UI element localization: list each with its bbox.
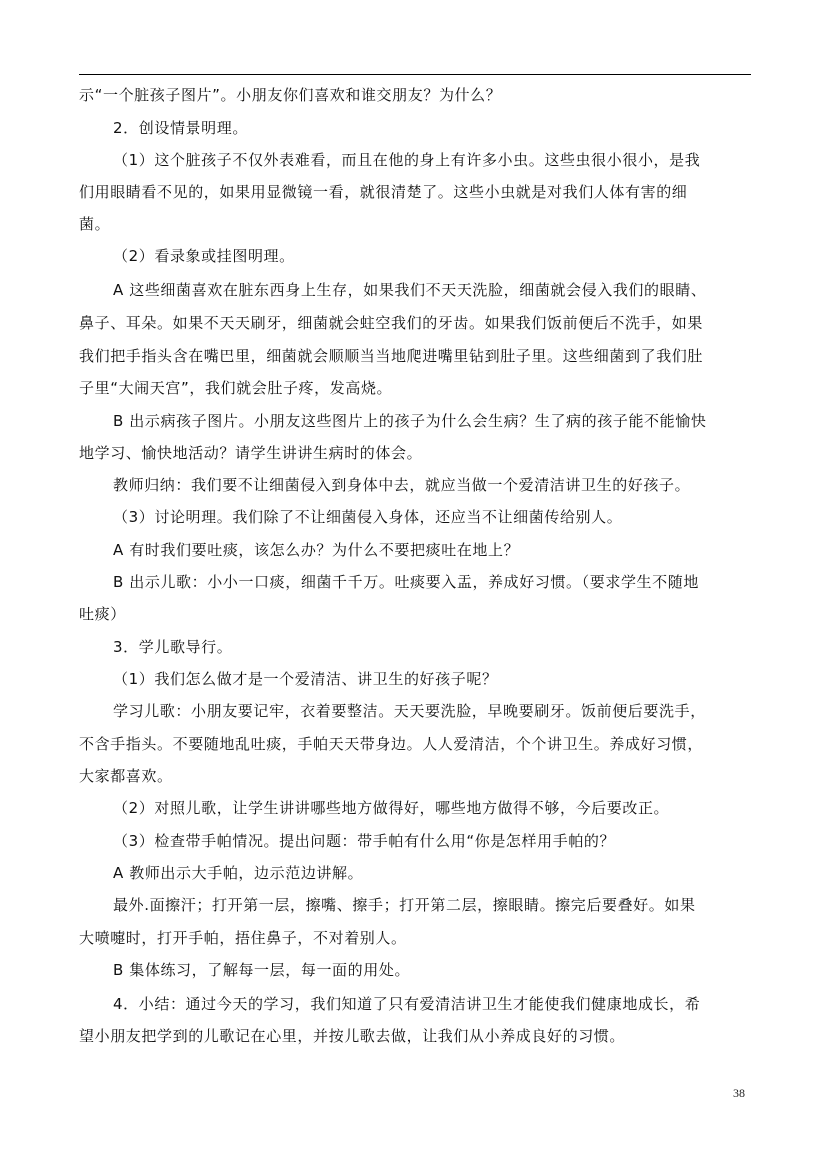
text-line: B 出示儿歌：小小一口痰，细菌千千万。吐痰要入盂，养成好习惯。（要求学生不随地	[113, 573, 699, 591]
text-line: 不含手指头。不要随地乱吐痰，手帕天天带身边。人人爱清洁，个个讲卫生。养成好习惯，	[79, 735, 704, 753]
text-line: B 集体练习，了解每一层，每一面的用处。	[113, 961, 411, 979]
page-number: 38	[733, 1086, 745, 1100]
text-line: 鼻子、耳朵。如果不天天刷牙，细菌就会蛀空我们的牙齿。如果我们饭前便后不洗手，如果	[79, 314, 704, 332]
text-line: （2）对照儿歌，让学生讲讲哪些地方做得好，哪些地方做得不够，今后要改正。	[113, 799, 670, 817]
text-line: （3）检查带手帕情况。提出问题：带手帕有什么用“你是怎样用手帕的？	[113, 832, 616, 850]
text-line: 教师归纳：我们要不让细菌侵入到身体中去，就应当做一个爱清洁讲卫生的好孩子。	[113, 476, 691, 494]
text-line: A 这些细菌喜欢在脏东西身上生存，如果我们不天天洗脸，细菌就会侵入我们的眼睛、	[113, 281, 707, 299]
text-line: 们用眼睛看不见的，如果用显微镜一看，就很清楚了。这些小虫就是对我们人体有害的细	[79, 183, 688, 201]
text-line: 学习儿歌：小朋友要记牢，衣着要整洁。天天要洗脸，早晚要刷牙。饭前便后要洗手，	[113, 702, 706, 720]
text-line: 菌。	[79, 215, 111, 233]
text-line: （3）讨论明理。我们除了不让细菌侵入身体，还应当不让细菌传给别人。	[113, 508, 623, 526]
text-line: A 教师出示大手帕，边示范边讲解。	[113, 864, 364, 882]
text-line: （1）这个脏孩子不仅外表难看，而且在他的身上有许多小虫。这些虫很小很小，是我	[113, 151, 701, 169]
text-line: （2）看录象或挂图明理。	[113, 247, 295, 265]
text-line: 3．学儿歌导行。	[113, 638, 233, 656]
header-rule	[79, 74, 751, 75]
text-line: 我们把手指头含在嘴巴里，细菌就会顺顺当当地爬进嘴里钻到肚子里。这些细菌到了我们肚	[79, 347, 704, 365]
text-line: 2．创设情景明理。	[113, 119, 248, 137]
text-line: 地学习、愉快地活动？请学生讲讲生病时的体会。	[79, 444, 423, 462]
text-line: 子里“大闹天宫”，我们就会肚子疼，发高烧。	[79, 379, 393, 397]
text-line: B 出示病孩子图片。小朋友这些图片上的孩子为什么会生病？生了病的孩子能不能愉快	[113, 412, 707, 430]
text-line: 吐痰）	[79, 605, 126, 623]
text-line: 最外.面擦汗；打开第一层，擦嘴、擦手；打开第二层，擦眼睛。擦完后要叠好。如果	[113, 896, 696, 914]
text-line: （1）我们怎么做才是一个爱清洁、讲卫生的好孩子呢？	[113, 670, 498, 688]
text-line: 4．小结：通过今天的学习，我们知道了只有爱清洁讲卫生才能使我们健康地成长，希	[113, 995, 701, 1013]
text-line: 大喷嚏时，打开手帕，捂住鼻子，不对着别人。	[79, 929, 407, 947]
text-line: 望小朋友把学到的儿歌记在心里，并按儿歌去做，让我们从小养成良好的习惯。	[79, 1027, 626, 1045]
text-line: 大家都喜欢。	[79, 767, 173, 785]
text-line: A 有时我们要吐痰，该怎么办？为什么不要把痰吐在地上？	[113, 541, 520, 559]
text-line: 示“一个脏孩子图片”。小朋友你们喜欢和谁交朋友？为什么？	[79, 86, 502, 104]
